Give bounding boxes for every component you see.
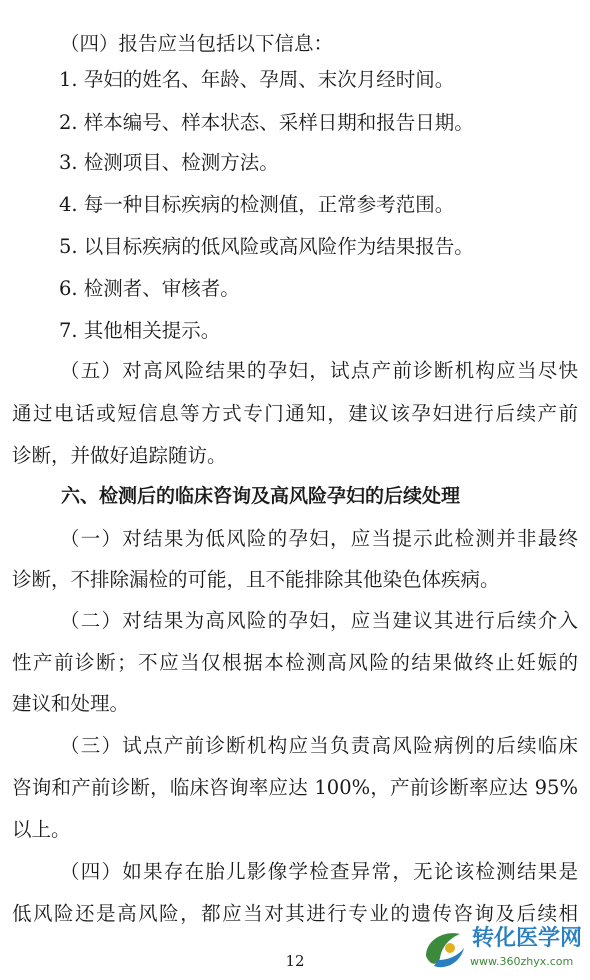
paragraph-line: 咨询和产前诊断，临床咨询率应达 100%，产前诊断率应达 95% (12, 776, 578, 799)
list-item: 6. 检测者、审核者。 (59, 277, 240, 300)
paragraph-line: （三）试点产前诊断机构应当负责高风险病例的后续临床 (60, 734, 578, 757)
section-heading-followup: 六、检测后的临床咨询及高风险孕妇的后续处理 (61, 485, 461, 507)
paragraph-line: （四）如果存在胎儿影像学检查异常，无论该检测结果是 (60, 860, 578, 883)
paragraph-line: 通过电话或短信息等方式专门通知，建议该孕妇进行后续产前 (12, 402, 578, 425)
leaf-swirl-logo-icon (420, 926, 468, 974)
paragraph-line: 诊断，不排除漏检的可能，且不能排除其他染色体疾病。 (12, 568, 500, 591)
list-item: 3. 检测项目、检测方法。 (59, 151, 279, 174)
page-number: 12 (285, 952, 305, 970)
list-item: 5. 以目标疾病的低风险或高风险作为结果报告。 (59, 235, 474, 258)
watermark-name: 转化医学网 (472, 926, 583, 951)
paragraph-line: 低风险还是高风险，都应当对其进行专业的遗传咨询及后续相 (12, 902, 578, 925)
paragraph-line: （二）对结果为高风险的孕妇，应当建议其进行后续介入 (60, 609, 578, 632)
paragraph-line: 性产前诊断；不应当仅根据本检测高风险的结果做终止妊娠的 (12, 651, 578, 674)
watermark (420, 922, 588, 976)
paragraph-line: 建议和处理。 (12, 692, 130, 715)
list-item: 2. 样本编号、样本状态、采样日期和报告日期。 (59, 111, 474, 134)
section-heading-report-info: （四）报告应当包括以下信息： (60, 32, 334, 55)
watermark-url: www.360zhyx.com (470, 955, 574, 968)
paragraph-line: 以上。 (12, 818, 71, 841)
list-item: 1. 孕妇的姓名、年龄、孕周、末次月经时间。 (59, 68, 455, 91)
list-item: 4. 每一种目标疾病的检测值，正常参考范围。 (59, 193, 455, 216)
list-item: 7. 其他相关提示。 (59, 319, 221, 342)
paragraph-line: （一）对结果为低风险的孕妇，应当提示此检测并非最终 (60, 527, 578, 550)
paragraph-line: 诊断，并做好追踪随访。 (12, 444, 227, 467)
paragraph-line: （五）对高风险结果的孕妇，试点产前诊断机构应当尽快 (60, 359, 578, 382)
